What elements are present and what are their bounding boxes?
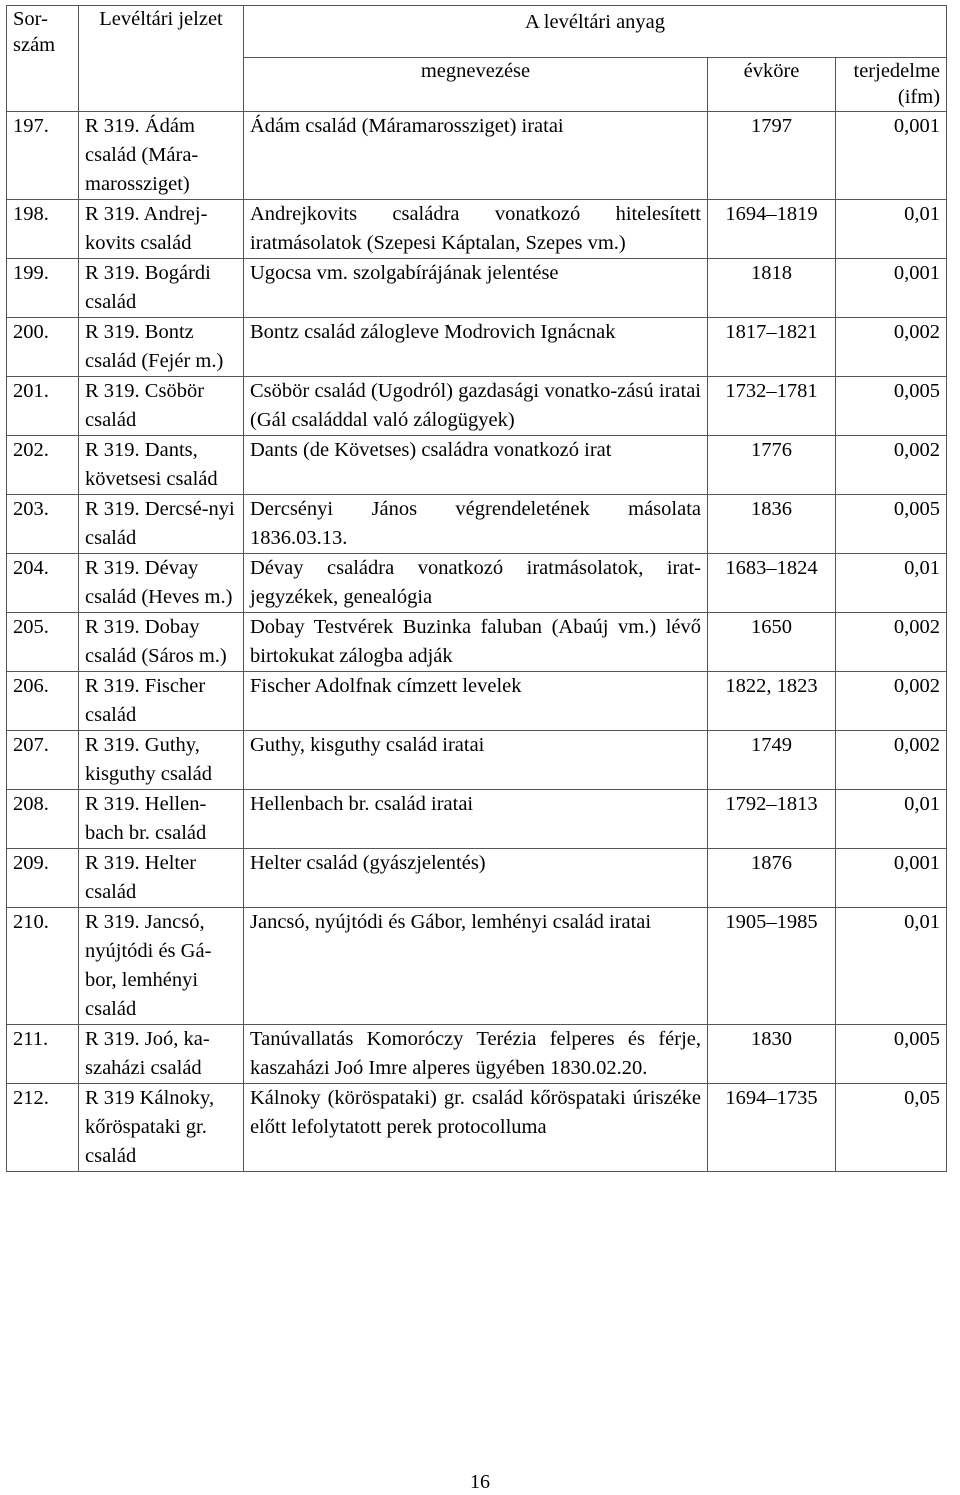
row-signature: R 319. Helter család [79,849,244,908]
row-description: Dobay Testvérek Buzinka faluban (Abaúj vm.) lévő birtokukat zálogba adják [244,613,708,672]
row-size: 0,01 [836,908,947,1025]
table-row [7,554,947,613]
row-year: 1830 [708,1025,836,1084]
row-year: 1694–1735 [708,1084,836,1172]
row-description: Guthy, kisguthy család iratai [244,731,708,790]
row-number: 197. [7,112,79,200]
row-number: 208. [7,790,79,849]
header-size: terjedelme (ifm) [836,58,947,112]
row-number: 200. [7,318,79,377]
row-year: 1905–1985 [708,908,836,1025]
row-size: 0,002 [836,613,947,672]
row-description: Tanúvallatás Komoróczy Terézia felperes és férje, kaszaházi Joó Imre alperes ügyében 1830.02.20. [244,1025,708,1084]
table-row [7,436,947,495]
header-material: A levéltári anyag [244,6,947,58]
row-year: 1776 [708,436,836,495]
table-body [7,112,947,1172]
row-year: 1797 [708,112,836,200]
row-number: 202. [7,436,79,495]
row-signature: R 319. Dercsé-nyi család [79,495,244,554]
header-signature: Levéltári jelzet [79,6,244,112]
row-number: 209. [7,849,79,908]
row-description: Dants (de Követses) családra vonatkozó irat [244,436,708,495]
row-size: 0,002 [836,318,947,377]
row-number: 206. [7,672,79,731]
row-size: 0,002 [836,672,947,731]
row-signature: R 319. Dants, követsesi család [79,436,244,495]
row-number: 212. [7,1084,79,1172]
table-row [7,613,947,672]
row-description: Helter család (gyászjelentés) [244,849,708,908]
row-year: 1694–1819 [708,200,836,259]
row-description: Ádám család (Máramarossziget) iratai [244,112,708,200]
row-year: 1876 [708,849,836,908]
row-number: 203. [7,495,79,554]
row-size: 0,001 [836,849,947,908]
row-year: 1732–1781 [708,377,836,436]
row-year: 1818 [708,259,836,318]
row-description: Dévay családra vonatkozó iratmásolatok, irat-jegyzékek, genealógia [244,554,708,613]
row-signature: R 319. Andrej-kovits család [79,200,244,259]
row-number: 211. [7,1025,79,1084]
row-description: Ugocsa vm. szolgabírájának jelentése [244,259,708,318]
row-size: 0,001 [836,112,947,200]
table-row [7,318,947,377]
table-row [7,1084,947,1172]
row-size: 0,01 [836,790,947,849]
row-year: 1749 [708,731,836,790]
row-number: 201. [7,377,79,436]
row-size: 0,005 [836,1025,947,1084]
table-row [7,672,947,731]
table-row [7,495,947,554]
row-description: Fischer Adolfnak címzett levelek [244,672,708,731]
table-header [7,6,947,112]
row-year: 1817–1821 [708,318,836,377]
row-number: 198. [7,200,79,259]
row-size: 0,001 [836,259,947,318]
row-description: Bontz család zálogleve Modrovich Ignácnak [244,318,708,377]
table-row [7,849,947,908]
row-signature: R 319. Csöbör család [79,377,244,436]
row-size: 0,005 [836,495,947,554]
row-size: 0,01 [836,200,947,259]
row-signature: R 319. Dobay család (Sáros m.) [79,613,244,672]
header-year: évköre [708,58,836,112]
row-description: Dercsényi János végrendeletének másolata 1836.03.13. [244,495,708,554]
row-signature: R 319. Joó, ka-szaházi család [79,1025,244,1084]
row-signature: R 319. Ádám család (Mára-marossziget) [79,112,244,200]
row-size: 0,002 [836,731,947,790]
table-row [7,1025,947,1084]
row-year: 1836 [708,495,836,554]
row-description: Kálnoky (köröspataki) gr. család kőröspataki úriszéke előtt lefolytatott perek protocolluma [244,1084,708,1172]
table-row [7,790,947,849]
header-number: Sor-szám [7,6,79,112]
table-row [7,259,947,318]
row-year: 1792–1813 [708,790,836,849]
row-number: 204. [7,554,79,613]
row-signature: R 319. Jancsó, nyújtódi és Gá-bor, lemhényi család [79,908,244,1025]
row-size: 0,01 [836,554,947,613]
row-size: 0,05 [836,1084,947,1172]
row-description: Hellenbach br. család iratai [244,790,708,849]
row-number: 205. [7,613,79,672]
row-description: Csöbör család (Ugodról) gazdasági vonatko-zású iratai (Gál családdal való zálogügyek) [244,377,708,436]
row-year: 1650 [708,613,836,672]
row-size: 0,002 [836,436,947,495]
table-row [7,377,947,436]
row-signature: R 319. Bontz család (Fejér m.) [79,318,244,377]
table-row [7,908,947,1025]
table-row [7,112,947,200]
row-size: 0,005 [836,377,947,436]
row-signature: R 319. Fischer család [79,672,244,731]
row-description: Jancsó, nyújtódi és Gábor, lemhényi család iratai [244,908,708,1025]
row-number: 199. [7,259,79,318]
row-signature: R 319. Hellen-bach br. család [79,790,244,849]
table-row [7,200,947,259]
row-year: 1822, 1823 [708,672,836,731]
table-row [7,731,947,790]
page-number: 16 [470,1471,490,1493]
row-signature: R 319. Dévay család (Heves m.) [79,554,244,613]
row-signature: R 319 Kálnoky, kőröspataki gr. család [79,1084,244,1172]
row-signature: R 319. Guthy, kisguthy család [79,731,244,790]
row-signature: R 319. Bogárdi család [79,259,244,318]
row-description: Andrejkovits családra vonatkozó hitelesített iratmásolatok (Szepesi Káptalan, Szepes vm.) [244,200,708,259]
archive-table [6,5,947,1172]
row-number: 210. [7,908,79,1025]
header-name: megnevezése [244,58,708,112]
row-number: 207. [7,731,79,790]
row-year: 1683–1824 [708,554,836,613]
